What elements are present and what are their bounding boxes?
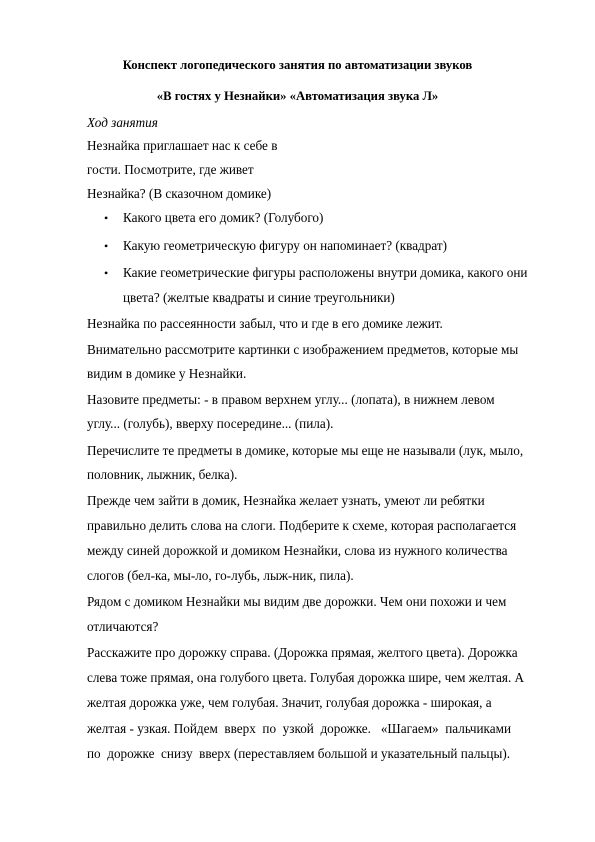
paragraph-line: гости. Посмотрите, где живет bbox=[87, 162, 254, 177]
bullet-item: Какого цвета его домик? (Голубого) bbox=[123, 210, 324, 225]
body-line: Внимательно рассмотрите картинки с изображением предметов, которые мы bbox=[87, 342, 519, 357]
bullet-item: Какую геометрическую фигуру он напоминает? (квадрат) bbox=[123, 238, 448, 253]
body-line: по дорожке снизу вверх (переставляем большой и указательный пальцы). bbox=[87, 746, 511, 761]
body-line: видим в домике у Незнайки. bbox=[87, 366, 247, 381]
body-line: желтая - узкая. Пойдем вверх по узкой дорожке. «Шагаем» пальчиками bbox=[87, 721, 512, 736]
body-line: Расскажите про дорожку справа. (Дорожка прямая, желтого цвета). Дорожка bbox=[87, 645, 518, 660]
bullet-item: Какие геометрические фигуры расположены внутри домика, какого они bbox=[123, 265, 528, 280]
body-line: Назовите предметы: - в правом верхнем углу... (лопата), в нижнем левом bbox=[87, 392, 495, 407]
bullet-marker: • bbox=[104, 239, 109, 253]
document-title-line-1: Конспект логопедического занятия по автоматизации звуков bbox=[122, 57, 473, 72]
body-line: Незнайка по рассеянности забыл, что и где в его домике лежит. bbox=[87, 316, 443, 331]
body-line: Рядом с домиком Незнайки мы видим две дорожки. Чем они похожи и чем bbox=[87, 594, 507, 609]
paragraph-line: Незнайка? (В сказочном домике) bbox=[87, 186, 272, 201]
paragraph-line: Незнайка приглашает нас к себе в bbox=[87, 138, 278, 153]
body-line: отличаются? bbox=[87, 619, 159, 634]
section-heading: Ход занятия bbox=[87, 115, 158, 130]
body-line: Прежде чем зайти в домик, Незнайка желает узнать, умеют ли ребятки bbox=[87, 493, 485, 508]
body-line: между синей дорожкой и домиком Незнайки, слова из нужного количества bbox=[87, 543, 508, 558]
body-line: углу... (голубь), вверху посередине... (пила). bbox=[87, 416, 334, 431]
body-line: слогов (бел-ка, мы-ло, го-лубь, лыж-ник, пила). bbox=[87, 568, 354, 583]
body-line: слева тоже прямая, она голубого цвета. Голубая дорожка шире, чем желтая. А bbox=[87, 670, 525, 685]
bullet-item-continuation: цвета? (желтые квадраты и синие треугольники) bbox=[123, 290, 395, 305]
body-line: желтая дорожка уже, чем голубая. Значит, голубая дорожка - широкая, а bbox=[87, 695, 492, 710]
document-title-line-2: «В гостях у Незнайки» «Автоматизация звука Л» bbox=[156, 88, 439, 103]
body-line: Перечислите те предметы в домике, которые мы еще не называли (лук, мыло, bbox=[87, 443, 524, 458]
body-line: правильно делить слова на слоги. Подберите к схеме, которая располагается bbox=[87, 518, 517, 533]
body-line: половник, лыжник, белка). bbox=[87, 467, 238, 482]
bullet-marker: • bbox=[104, 266, 109, 280]
bullet-marker: • bbox=[104, 211, 109, 225]
